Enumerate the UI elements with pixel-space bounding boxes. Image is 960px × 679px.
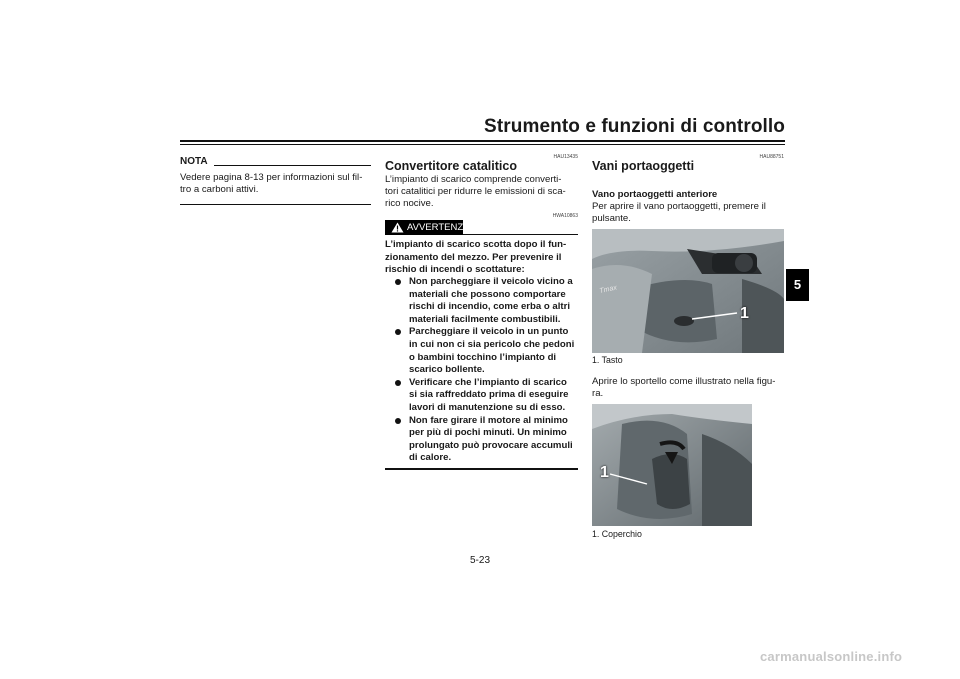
bullet-line: Non parcheggiare il veicolo vicino a: [409, 276, 573, 287]
header-rule: [180, 140, 785, 142]
bullet-line: Parcheggiare il veicolo in un punto: [409, 326, 569, 338]
nota-end-rule: [180, 204, 371, 205]
warning-lead-line-2: zionamento del mezzo. Per prevenire il: [385, 251, 562, 263]
warning-badge: [385, 220, 470, 235]
sub-heading: Vano portaoggetti anteriore: [592, 189, 718, 200]
bullet-line: Non fare girare il motore al minimo: [409, 414, 568, 426]
bullet-item: [385, 377, 578, 415]
intro-line-3: rico nocive.: [385, 198, 434, 209]
warning-end-rule: [385, 468, 578, 470]
bullet-dot-icon: [395, 279, 401, 285]
nota-label: NOTA: [180, 156, 208, 167]
storage-lid-photo: [592, 404, 752, 526]
text-line: Per aprire il vano portaoggetti, premere il: [592, 201, 766, 212]
section-text: [592, 201, 784, 225]
bullet-line: o bambini tocchino l’impianto di: [409, 351, 557, 363]
intro-line-1: L’impianto di scarico comprende converti-: [385, 174, 562, 185]
photo1-caption: 1. Tasto: [592, 355, 623, 365]
site-watermark: carmanualsonline.info: [760, 649, 903, 664]
chapter-tab: 5: [786, 269, 809, 301]
bullet-dot-icon: [395, 380, 401, 386]
svg-text:Tmax: Tmax: [598, 284, 618, 295]
section-heading: Vani portaoggetti: [592, 159, 695, 173]
bullet-line: di calore.: [409, 452, 452, 464]
photo1-callout: 1: [740, 305, 749, 322]
bullet-item: [385, 415, 578, 465]
header-rule-thin: [180, 144, 785, 145]
bullet-dot-icon: [395, 329, 401, 335]
storage-button-photo: [592, 229, 784, 353]
bullet-line: in cui non ci sia pericolo che pedoni: [409, 338, 575, 350]
nota-line-2: tro a carboni attivi.: [180, 184, 259, 195]
bullet-dot-icon: [395, 418, 401, 424]
bullet-line: rischi di incendio, come erba o altri: [409, 301, 571, 313]
page-number: 5-23: [469, 555, 490, 566]
bullet-line: si sia raffreddato prima di eseguire: [409, 389, 569, 401]
page-header-title: Strumento e funzioni di controllo: [484, 116, 785, 137]
photo2-caption: 1. Coperchio: [592, 529, 642, 539]
text-line: Aprire lo sportello come illustrato nella figu-: [592, 376, 776, 387]
text-line: pulsante.: [592, 213, 631, 224]
warning-code: HWA10863: [552, 213, 578, 219]
section-code: HAU13435: [553, 154, 578, 160]
nota-line-1: Vedere pagina 8-13 per informazioni sul fil-: [180, 172, 363, 183]
warning-rule: [463, 234, 578, 235]
section-text-2: [592, 376, 784, 400]
text-line: ra.: [592, 388, 604, 399]
photo2-callout: 1: [600, 464, 609, 481]
section-heading: Convertitore catalitico: [385, 159, 517, 173]
bullet-line: prolungato può provocare accumuli: [409, 439, 573, 451]
section-code: HAU88751: [759, 154, 784, 160]
nota-rule: [214, 165, 371, 166]
bullet-line: materiali facilmente combustibili.: [409, 313, 561, 325]
bullet-line: per più di pochi minuti. Un minimo: [409, 427, 567, 439]
bullet-line: scarico bollente.: [409, 364, 485, 376]
warning-lead-line-3: rischio di incendi o scottature:: [385, 264, 525, 276]
section-intro: [385, 174, 578, 210]
bullet-line: materiali che possono comportare: [409, 288, 566, 300]
bullet-line: Verificare che l’impianto di scarico: [409, 376, 567, 388]
warning-triangle-icon: [391, 222, 404, 233]
nota-text: [180, 172, 371, 196]
warning-label: AVVERTENZA: [407, 222, 470, 233]
warning-lead: [385, 239, 578, 277]
bullet-line: lavori di manutenzione su di esso.: [409, 401, 566, 413]
warning-lead-line-1: L’impianto di scarico scotta dopo il fun-: [385, 239, 567, 250]
warning-bullets: [385, 276, 578, 465]
bullet-item: [385, 326, 578, 376]
bullet-item: [385, 276, 578, 326]
intro-line-2: tori catalitici per ridurre le emissioni di sca-: [385, 186, 566, 197]
